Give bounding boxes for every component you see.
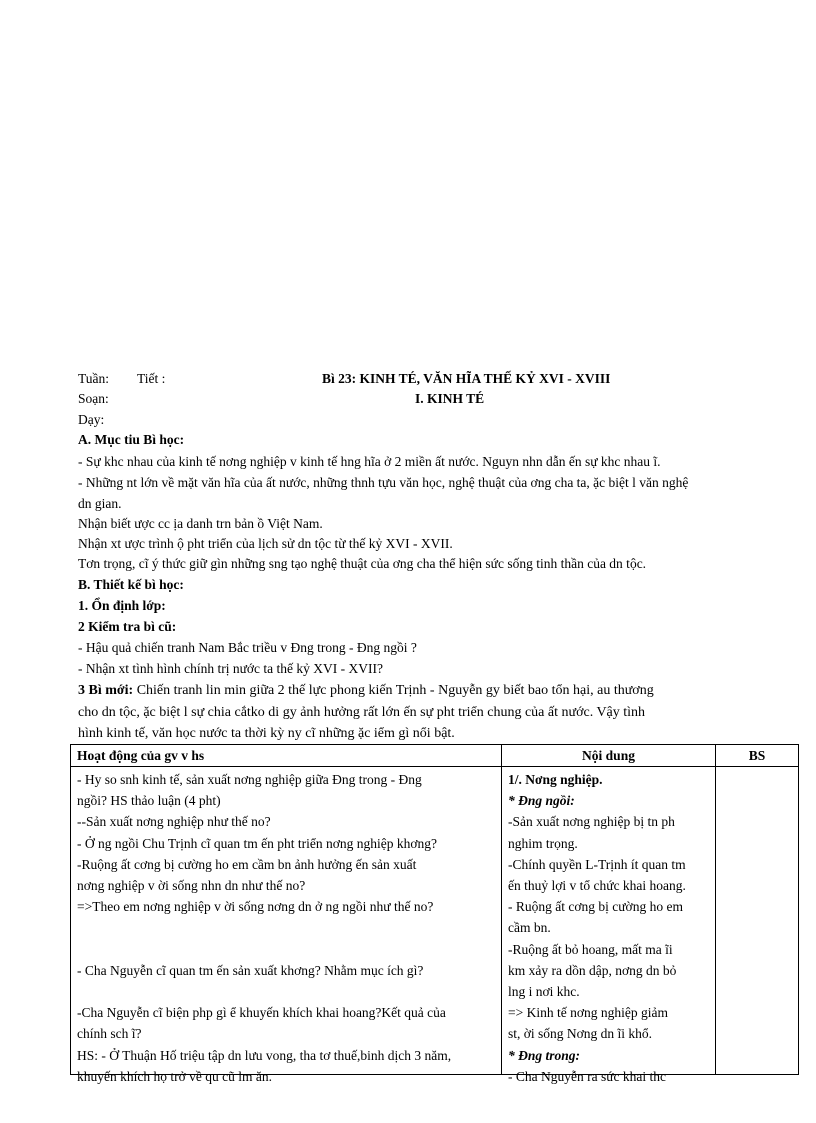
content-subheading-south: * Đng trong: — [508, 1047, 581, 1063]
step-2-heading: 2 Kiểm tra bì cũ: — [78, 619, 177, 634]
step-1-heading: 1. Ổn định lớp: — [78, 598, 166, 613]
content-line: km xảy ra dồn dập, nơng dn bỏ — [508, 962, 677, 978]
content-line: nghim trọng. — [508, 835, 578, 851]
step-3-heading: 3 Bì mới: — [78, 683, 134, 698]
objective-line-1: - Sự khc nhau của kinh tế nơng nghiệp v kinh tế hng hĩa ở 2 miền ất nước. Nguyn nhn dẫn ến sự khc nhau ĩ. — [78, 454, 661, 469]
activity-cell — [71, 767, 502, 1084]
design-heading: B. Thiết kế bì học: — [78, 577, 184, 592]
content-cell — [502, 767, 716, 1084]
content-line: lng i nơi khc. — [508, 984, 580, 1000]
content-line: st, ời sống Nơng dn ĩi khổ. — [508, 1026, 653, 1042]
table-header-row — [71, 745, 799, 767]
activity-line: =>Theo em nơng nghiệp v ời sống nơng dn ở ng ngồi như thế no? — [77, 899, 434, 915]
header-bs: BS — [716, 745, 799, 767]
new-lesson-line-2: cho dn tộc, ặc biệt l sự chia cắtko di gy ảnh hưởng rất lớn ến sự pht triển chung của ất nước. Vậy tình — [78, 705, 646, 720]
content-line: -Chính quyền L-Trịnh ít quan tm — [508, 856, 686, 872]
activity-line: -Cha Nguyễn cĩ biện php gì ể khuyến khích khai hoang?Kết quả của — [77, 1005, 446, 1021]
activity-line: nơng nghiệp v ời sống nhn dn như thế no? — [77, 878, 306, 894]
week-label: Tuần: — [78, 371, 110, 386]
content-line: -Sản xuất nơng nghiệp bị tn ph — [508, 814, 675, 830]
activity-line: - Cha Nguyễn cĩ quan tm ến sản xuất khơng? Nhằm mục ích gì? — [77, 962, 424, 978]
lesson-table — [70, 744, 799, 1084]
content-subheading-north: * Đng ngồi: — [508, 793, 575, 809]
review-question-1: - Hậu quả chiến tranh Nam Bắc triều v Đng trong - Đng ngồi ? — [78, 640, 417, 655]
new-lesson-line-3: hình kinh tế, văn học nước ta thời kỳ ny cĩ những ặc iểm gì nổi bật. — [78, 726, 455, 741]
activity-line: --Sản xuất nơng nghiệp như thế no? — [77, 814, 271, 830]
table-row — [71, 767, 799, 1075]
review-question-2: - Nhận xt tình hình chính trị nước ta thế kỷ XVI - XVII? — [78, 661, 384, 676]
content-heading: 1/. Nơng nghiệp. — [508, 772, 603, 787]
content-line: - Cha Nguyễn ra sức khai thc — [508, 1068, 667, 1084]
objective-line-2: - Những nt lớn về mặt văn hĩa của ất nước, những thnh tựu văn học, nghệ thuật của ơng cha ta, ặc biệt l văn nghệ — [78, 475, 689, 490]
content-line: -Ruộng ất bỏ hoang, mất ma ĩi — [508, 941, 673, 957]
objective-line-5: Nhận xt ược trình ộ pht triển của lịch sử dn tộc từ thế kỷ XVI - XVII. — [78, 536, 453, 551]
activity-line: khuyến khích họ trở về qu cũ lm ăn. — [77, 1068, 272, 1084]
content-line: cầm bn. — [508, 920, 551, 936]
taught-label: Dạy: — [78, 412, 105, 427]
content-line: ến thuỷ lợi v tổ chức khai hoang. — [508, 878, 686, 894]
content-line: => Kinh tế nơng nghiệp giảm — [508, 1005, 668, 1021]
new-lesson-text: Chiến tranh lin min giữa 2 thế lực phong kiến Trịnh - Nguyễn gy biết bao tổn hại, au thương — [133, 683, 654, 698]
header-content: Nội dung — [502, 745, 716, 767]
header-activity: Hoạt động của gv v hs — [71, 745, 502, 767]
objectives-heading: A. Mục tiu Bì học: — [78, 432, 185, 447]
activity-line: - Ở ng ngồi Chu Trịnh cĩ quan tm ến pht triển nơng nghiệp khơng? — [77, 835, 438, 851]
content-line: - Ruộng ất cơng bị cường ho em — [508, 899, 683, 915]
prepared-label: Soạn: — [78, 391, 109, 406]
objective-line-4: Nhận biết ược cc ịa danh trn bản ồ Việt Nam. — [78, 516, 323, 531]
period-label: Tiết : — [137, 371, 166, 386]
objective-line-6: Tơn trọng, cĩ ý thức giữ gìn những sng tạo nghệ thuật của ơng cha thể hiện sức sống tinh thần của dn tộc. — [78, 556, 647, 571]
activity-line: ngồi? HS thảo luận (4 pht) — [77, 793, 221, 809]
new-lesson-intro — [78, 683, 654, 699]
section-title: I. KINH TÉ — [415, 391, 485, 406]
bs-cell — [716, 767, 799, 1075]
activity-line: chính sch ĩ? — [77, 1026, 142, 1042]
activity-line: -Ruộng ất cơng bị cường ho em cầm bn ảnh hưởng ến sản xuất — [77, 856, 417, 872]
activity-line: - Hy so snh kinh tế, sản xuất nơng nghiệp giữa Đng trong - Đng — [77, 772, 422, 787]
activity-line: HS: - Ở Thuận Hố triệu tập dn lưu vong, tha tơ thuế,binh dịch 3 năm, — [77, 1047, 452, 1063]
objective-line-3: dn gian. — [78, 496, 122, 511]
lesson-title: Bì 23: KINH TÉ, VĂN HĨA THẾ KỶ XVI - XVIII — [322, 371, 611, 386]
